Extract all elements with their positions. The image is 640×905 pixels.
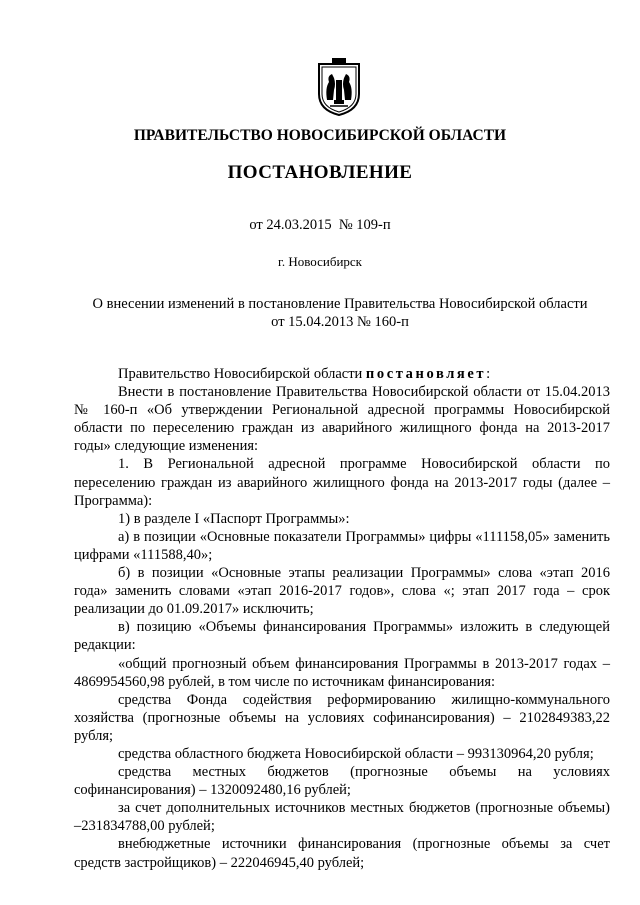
subject-line-1: О внесении изменений в постановление Правительства Новосибирской области [92, 296, 588, 312]
paragraph: внебюджетные источники финансирования (прогнозные объемы за счет средств застройщиков) – 222046945,40 рублей; [74, 836, 610, 871]
document-subject [40, 295, 640, 331]
paragraph: «общий прогнозный объем финансирования Программы в 2013-2017 годах – 4869954560,98 рублей, в том числе по источникам финансирования: [74, 655, 610, 690]
organization-title: ПРАВИТЕЛЬСТВО НОВОСИБИРСКОЙ ОБЛАСТИ [133, 127, 507, 144]
paragraph: 1. В Региональной адресной программе Новосибирской области по переселению граждан из аварийного жилищного фонда на 2013-2017 годы (далее – Программа): [74, 456, 610, 509]
paragraph: средства местных бюджетов (прогнозные объемы на условиях софинансирования) – 1320092480,16 рублей; [74, 764, 610, 799]
paragraph: Внести в постановление Правительства Новосибирской области от 15.04.2013 № 160-п «Об утверждении Региональной адресной программы Новосибирской области по переселению граждан из аварийного жилищного фонда на 2013-2017 годы» следующие изменения: [74, 384, 610, 455]
paragraph: б) в позиции «Основные этапы реализации Программы» слова «этап 2016 года» заменить словами «этап 2016-2017 годов», слова «; этап 2017 года – срок реализации до 01.09.2017» исключить; [74, 565, 610, 618]
intro-text: Правительство Новосибирской области [118, 366, 366, 382]
intro-verb: постановляет [365, 366, 487, 382]
paragraph: а) в позиции «Основные показатели Программы» цифры «111158,05» заменить цифрами «111588,40»; [74, 528, 610, 563]
paragraph: средства Фонда содействия реформированию жилищно-коммунального хозяйства (прогнозные объемы на условиях софинансирования) – 2102849383,22 рубля; [74, 691, 610, 744]
coat-of-arms-icon [316, 58, 362, 116]
document-date-number: от 24.03.2015 № 109-п [249, 217, 391, 233]
paragraph: средства областного бюджета Новосибирской области – 993130964,20 рубля; [118, 745, 594, 762]
intro-paragraph [74, 365, 610, 383]
city: г. Новосибирск [277, 254, 362, 269]
document-type: ПОСТАНОВЛЕНИЕ [227, 162, 413, 183]
subject-line-2: от 15.04.2013 № 160-п [271, 314, 409, 330]
intro-end: : [486, 366, 491, 382]
paragraph: 1) в разделе I «Паспорт Программы»: [118, 510, 350, 527]
paragraph: в) позицию «Объемы финансирования Программы» изложить в следующей редакции: [74, 619, 610, 654]
document-body [74, 365, 610, 872]
paragraph: за счет дополнительных источников местных бюджетов (прогнозные объемы) –231834788,00 рублей; [74, 800, 610, 835]
